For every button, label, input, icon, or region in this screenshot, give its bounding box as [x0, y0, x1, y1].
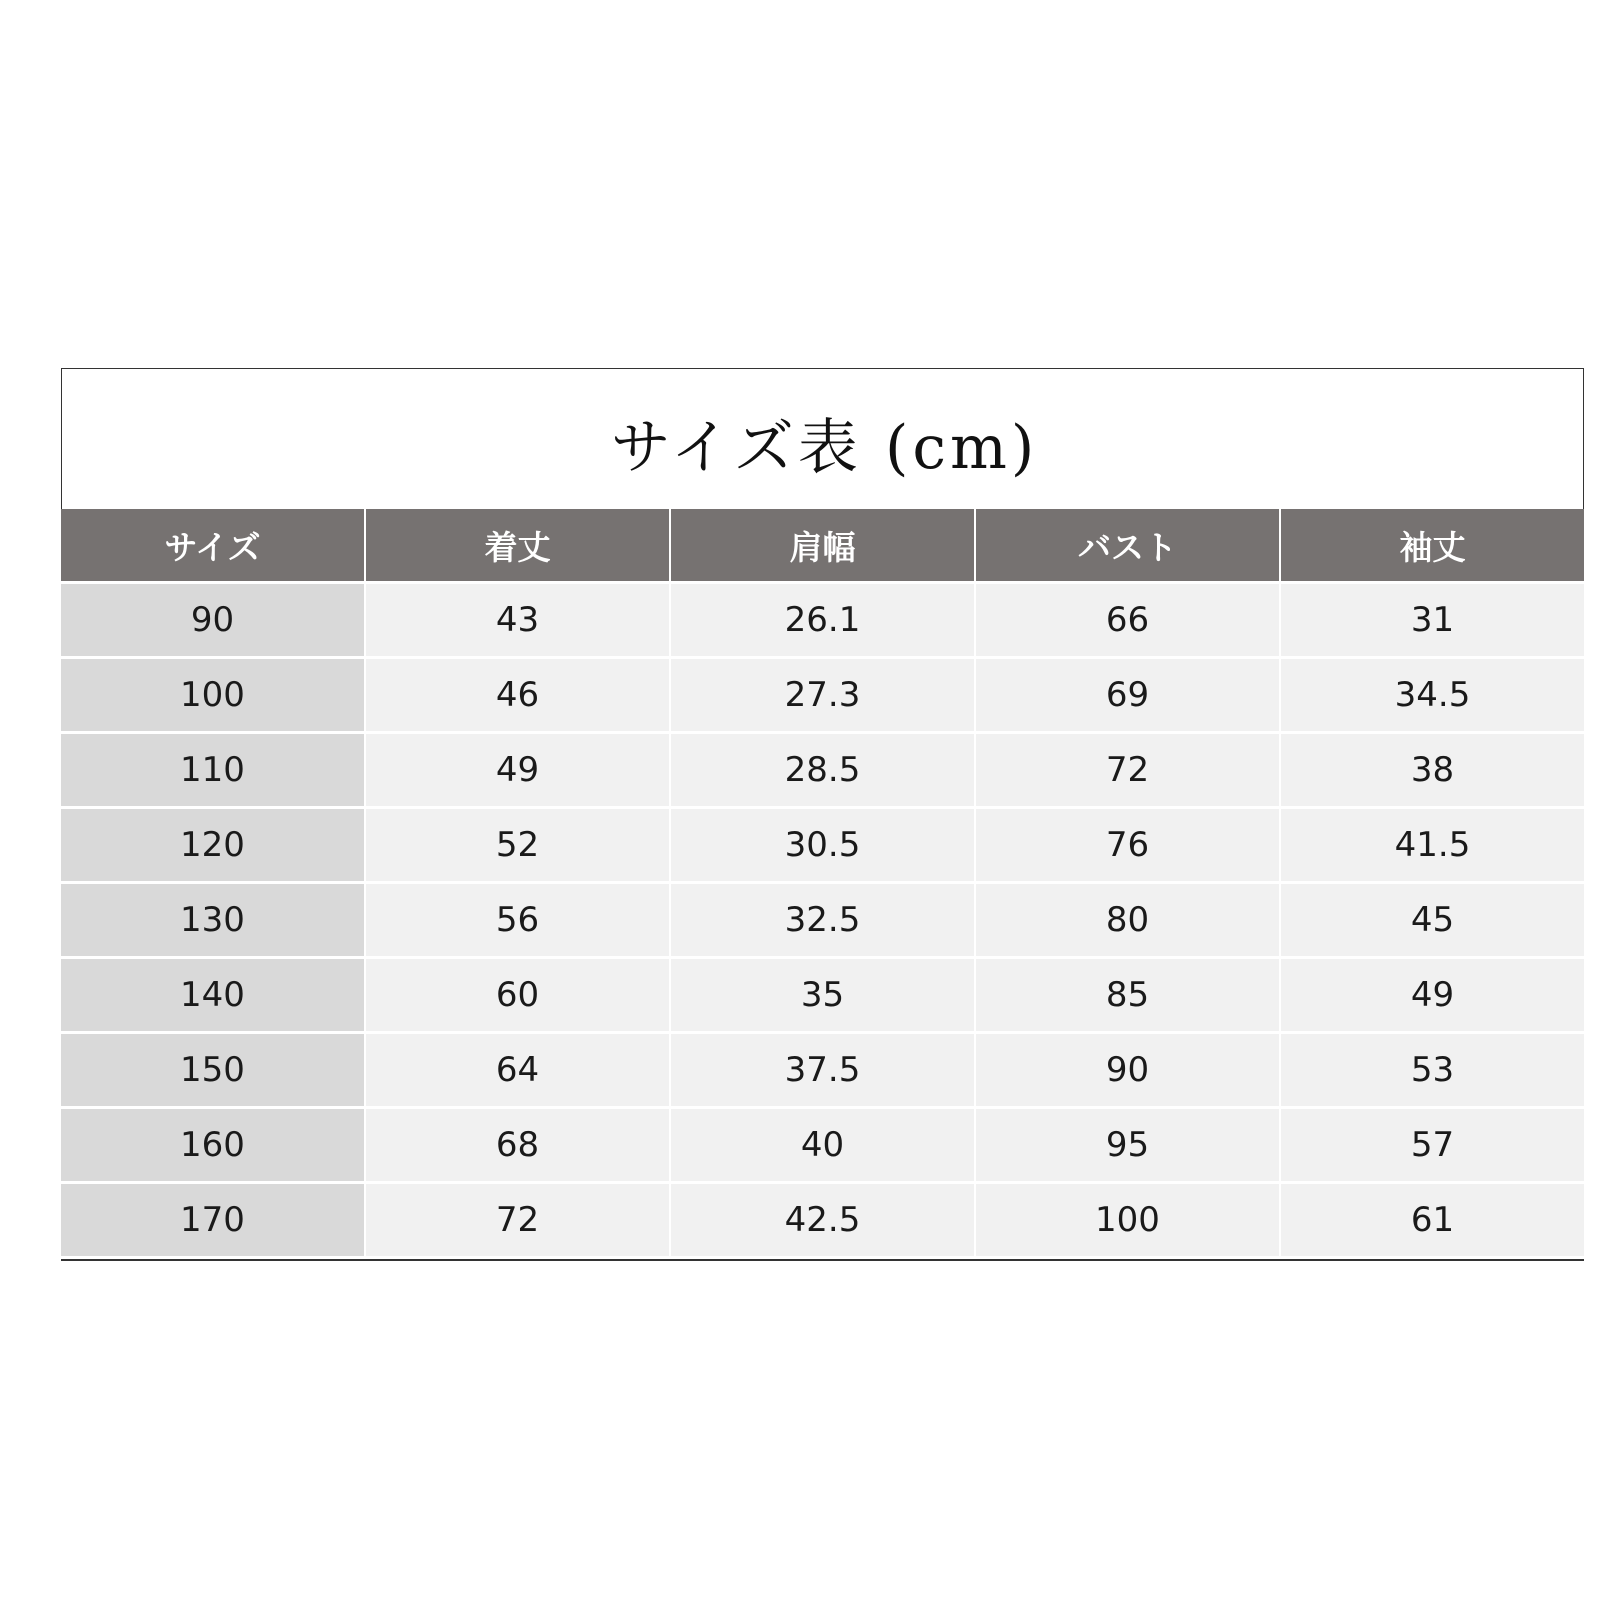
header-cell-bust: バスト: [976, 509, 1279, 581]
table-cell-shoulder: 30.5: [671, 809, 974, 881]
table-cell-bust: 95: [976, 1109, 1279, 1181]
table-cell-size: 110: [61, 734, 364, 806]
table-cell-length: 46: [366, 659, 669, 731]
table-cell-sleeve: 41.5: [1281, 809, 1584, 881]
table-cell-bust: 85: [976, 959, 1279, 1031]
table-cell-length: 60: [366, 959, 669, 1031]
table-cell-sleeve: 61: [1281, 1184, 1584, 1256]
table-cell-length: 49: [366, 734, 669, 806]
table-cell-size: 160: [61, 1109, 364, 1181]
table-cell-size: 120: [61, 809, 364, 881]
table-cell-shoulder: 28.5: [671, 734, 974, 806]
table-cell-length: 72: [366, 1184, 669, 1256]
table-cell-length: 56: [366, 884, 669, 956]
table-cell-shoulder: 26.1: [671, 584, 974, 656]
table-cell-sleeve: 31: [1281, 584, 1584, 656]
table-cell-sleeve: 57: [1281, 1109, 1584, 1181]
size-table-grid: [61, 509, 1584, 1261]
table-cell-bust: 66: [976, 584, 1279, 656]
table-cell-shoulder: 42.5: [671, 1184, 974, 1256]
table-cell-shoulder: 37.5: [671, 1034, 974, 1106]
table-cell-bust: 90: [976, 1034, 1279, 1106]
table-cell-size: 130: [61, 884, 364, 956]
table-title: サイズ表 (cm): [610, 413, 1039, 483]
header-cell-size: サイズ: [61, 509, 364, 581]
table-cell-size: 90: [61, 584, 364, 656]
table-cell-shoulder: 35: [671, 959, 974, 1031]
table-cell-sleeve: 45: [1281, 884, 1584, 956]
table-cell-size: 100: [61, 659, 364, 731]
table-cell-sleeve: 53: [1281, 1034, 1584, 1106]
table-cell-bust: 69: [976, 659, 1279, 731]
table-cell-shoulder: 32.5: [671, 884, 974, 956]
header-cell-sleeve: 袖丈: [1281, 509, 1584, 581]
table-cell-length: 43: [366, 584, 669, 656]
table-cell-size: 140: [61, 959, 364, 1031]
table-cell-shoulder: 27.3: [671, 659, 974, 731]
table-cell-sleeve: 49: [1281, 959, 1584, 1031]
table-cell-length: 52: [366, 809, 669, 881]
table-cell-size: 150: [61, 1034, 364, 1106]
table-cell-bust: 72: [976, 734, 1279, 806]
header-cell-length: 着丈: [366, 509, 669, 581]
table-cell-shoulder: 40: [671, 1109, 974, 1181]
table-title-box: [61, 368, 1584, 509]
table-cell-sleeve: 38: [1281, 734, 1584, 806]
size-chart-table: [61, 368, 1584, 1261]
header-cell-shoulder: 肩幅: [671, 509, 974, 581]
table-cell-bust: 80: [976, 884, 1279, 956]
table-cell-length: 68: [366, 1109, 669, 1181]
table-cell-bust: 100: [976, 1184, 1279, 1256]
table-cell-bust: 76: [976, 809, 1279, 881]
table-cell-sleeve: 34.5: [1281, 659, 1584, 731]
table-cell-length: 64: [366, 1034, 669, 1106]
table-cell-size: 170: [61, 1184, 364, 1256]
